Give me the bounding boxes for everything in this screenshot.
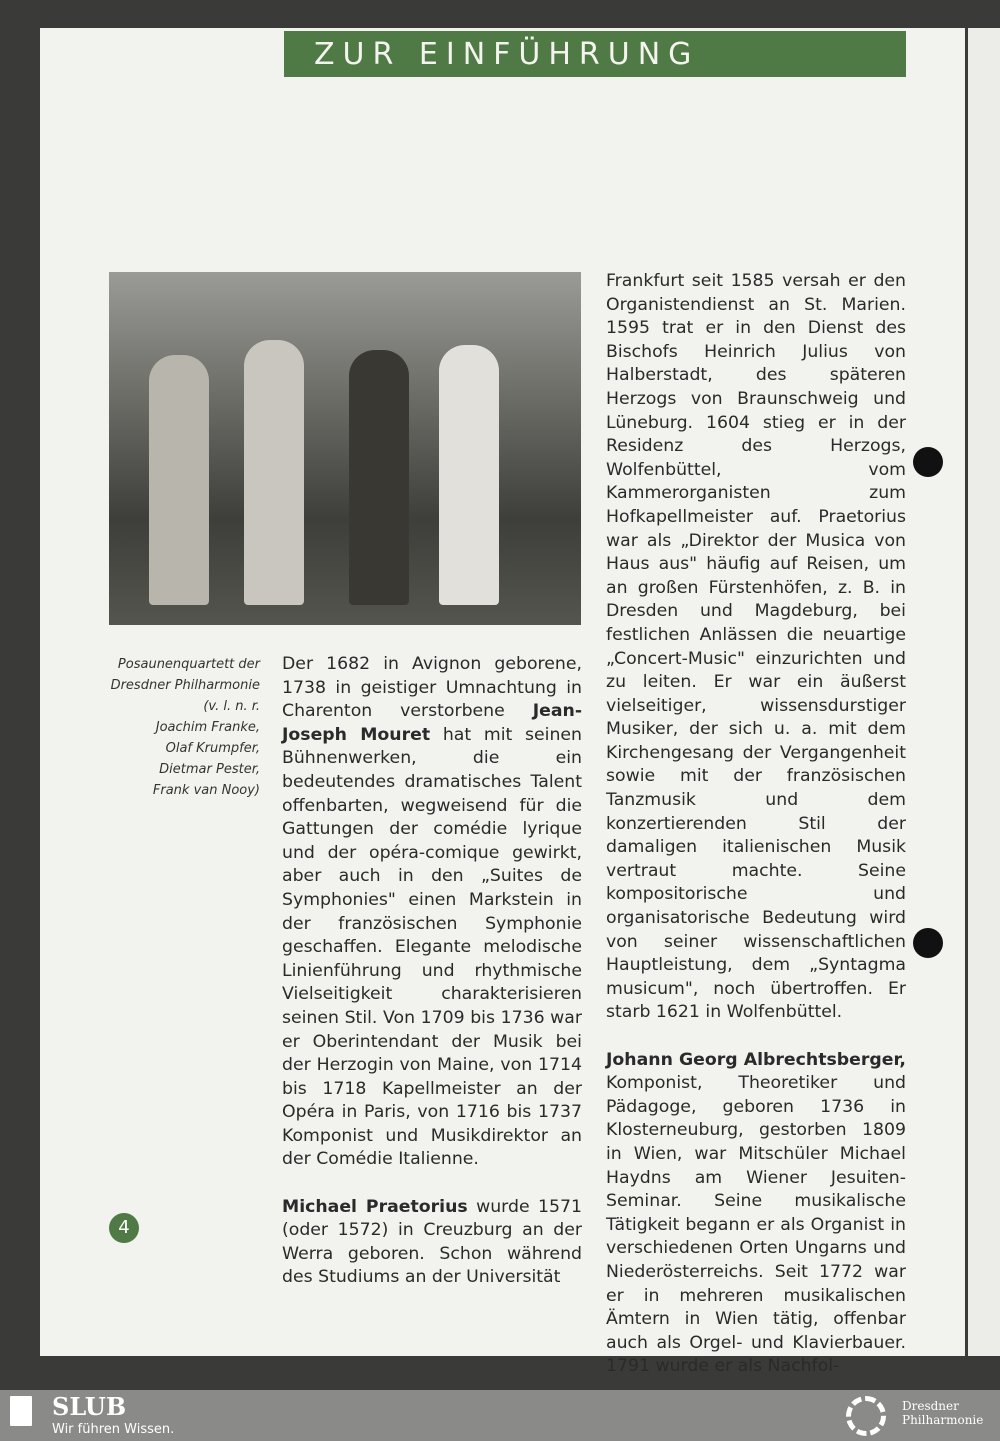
footer-bar	[0, 1390, 1000, 1441]
name-albrechtsberger: Johann Georg Albrechtsberger,	[606, 1049, 906, 1070]
slub-book-icon	[10, 1396, 32, 1426]
name-mouret: Jean-Joseph Mouret	[282, 701, 582, 745]
paragraph-albrechtsberger	[606, 1049, 906, 1379]
text: wurde 1571 (oder 1572) in Creuzburg an der Werra geboren. Schon während des Studiums an der Universität	[282, 1196, 582, 1288]
text: hat mit seinen Bühnenwerken, die ein bedeutendes dramatisches Talent offenbarten, wegweisend für die Gattungen der comédie lyrique und der opéra-comique gewirkt, aber auch in den „Suites de Symphonies" einen Markstein in der französischen Symphonie geschaffen. Elegante melodische Linienführung und rhythmische Vielseitigkeit charakterisieren seinen Stil. Von 1709 bis 1736 war er Oberintendant der Musik bei der Herzogin von Maine, von 1714 bis 1718 Kapellmeister an der Opéra in Paris, von 1716 bis 1737 Komponist und Musikdirektor an der Comédie Italienne.	[282, 724, 582, 1170]
punch-hole	[913, 928, 943, 958]
dp-line: Philharmonie	[902, 1413, 984, 1427]
section-header: ZUR EINFÜHRUNG	[284, 31, 906, 77]
quartet-photo	[109, 272, 581, 625]
text-column-left	[282, 653, 582, 1314]
philharmonie-logo-icon	[846, 1396, 886, 1436]
caption-line: Dresdner Philharmonie	[110, 678, 260, 693]
philharmonie-logo[interactable]	[902, 1399, 983, 1427]
caption-line: Frank van Nooy)	[152, 783, 260, 798]
text: Der 1682 in Avignon geborene, 1738 in geistiger Umnachtung in Charenton verstorbene	[282, 654, 582, 722]
caption-line: Posaunenquartett der	[117, 657, 260, 672]
person-figure	[149, 355, 209, 605]
person-figure	[244, 340, 304, 605]
punch-hole	[913, 447, 943, 477]
text-column-right	[606, 270, 906, 1403]
paragraph-praetorius-cont	[606, 270, 906, 1025]
person-figure	[439, 345, 499, 605]
paragraph-praetorius	[282, 1196, 582, 1290]
dp-line: Dresdner	[902, 1399, 959, 1413]
next-page-edge	[968, 28, 1000, 1356]
slub-tagline: Wir führen Wissen.	[52, 1422, 175, 1437]
caption-line: Joachim Franke,	[155, 720, 260, 735]
text: Komponist, Theoretiker und Pädagoge, geboren 1736 in Klosterneuburg, gestorben 1809 in Wien, war Mitschüler Michael Haydns am Wiener Jesuiten-Seminar. Seine musikalische Tätigkeit begann er als Organist in verschiedenen Orten Ungarns und Niederösterreichs. Seit 1772 war er in mehreren musikalischen Ämtern in Wien tätig, offenbar auch als Orgel- und Klavierbauer. 1791 wurde er als Nachfol-	[606, 1073, 906, 1377]
caption-line: (v. l. n. r.	[203, 699, 260, 714]
caption-line: Dietmar Pester,	[159, 762, 260, 777]
paragraph-mouret	[282, 653, 582, 1172]
page-number: 4	[109, 1213, 139, 1243]
name-praetorius: Michael Praetorius	[282, 1196, 468, 1217]
text: Frankfurt seit 1585 versah er den Organistendienst an St. Marien. 1595 trat er in den Dienst des Bischofs Heinrich Julius von Halberstadt, des späteren Herzogs von Braunschweig und Lüneburg. 1604 stieg er in der Residenz des Herzogs, Wolfenbüttel, vom Kammerorganisten zum Hofkapellmeister auf. Praetorius war als „Direktor der Musica von Haus aus" häufig auf Reisen, um an großen Fürstenhöfen, z. B. in Dresden und Magdeburg, bei festlichen Anlässen die neuartige „Concert-Music" einzurichten und zu leiten. Er war ein äußerst vielseitiger, wissensdurstiger Musiker, der sich u. a. mit dem Kirchengesang der Vergangenheit sowie mit der französischen Tanzmusik und dem konzertierenden Stil der damaligen italienischen Musik vertraut machte. Seine kompositorische und organisatorische Bedeutung wird von seiner wissenschaftlichen Hauptleistung, dem „Syntagma musicum", noch übertroffen. Er starb 1621 in Wolfenbüttel.	[606, 271, 906, 1023]
person-figure	[349, 350, 409, 605]
slub-logo[interactable]: SLUB	[52, 1392, 127, 1421]
photo-caption	[100, 654, 260, 801]
caption-line: Olaf Krumpfer,	[165, 741, 260, 756]
